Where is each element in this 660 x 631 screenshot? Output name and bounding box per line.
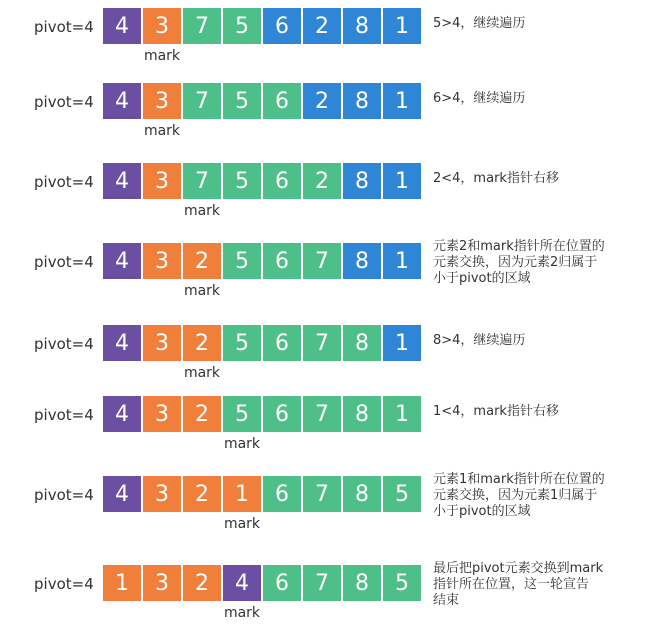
step-note: 5>4，继续遍历: [433, 16, 526, 31]
pivot-label: pivot=4: [34, 93, 94, 111]
array-cell: 5: [223, 325, 261, 361]
array-cell: 6: [263, 83, 301, 119]
step-note: 最后把pivot元素交换到mark 指针所在位置，这一轮宣告 结束: [433, 561, 604, 608]
array-cell: 5: [383, 476, 421, 512]
array-cell: 8: [343, 83, 381, 119]
pivot-label: pivot=4: [34, 335, 94, 353]
array-cell: 6: [263, 396, 301, 432]
array-cell: 7: [183, 8, 221, 44]
array-cell: 3: [143, 565, 181, 601]
step-note: 1<4，mark指针右移: [433, 404, 559, 419]
array-cell: 1: [383, 8, 421, 44]
array-cell: 8: [343, 325, 381, 361]
pivot-label: pivot=4: [34, 575, 94, 593]
mark-pointer-label: mark: [223, 516, 261, 532]
array-cell: 6: [263, 325, 301, 361]
pivot-label: pivot=4: [34, 18, 94, 36]
array-cell: 6: [263, 565, 301, 601]
pivot-label: pivot=4: [34, 253, 94, 271]
array-cell: 1: [103, 565, 141, 601]
array-cell: 5: [223, 8, 261, 44]
mark-pointer-label: mark: [223, 436, 261, 452]
array-cell: 1: [223, 476, 261, 512]
array-cell: 7: [303, 396, 341, 432]
step-note: 8>4，继续遍历: [433, 333, 526, 348]
array-cell: 4: [103, 243, 141, 279]
array-cell: 5: [223, 243, 261, 279]
array-cell: 5: [223, 83, 261, 119]
step-note: 6>4，继续遍历: [433, 91, 526, 106]
array-cell: 8: [343, 243, 381, 279]
array-cell: 7: [303, 565, 341, 601]
array-cell: 4: [103, 396, 141, 432]
array-cell: 4: [103, 8, 141, 44]
array-cell: 4: [103, 163, 141, 199]
array-cell: 7: [183, 163, 221, 199]
array-cell: 3: [143, 83, 181, 119]
array-cells: [103, 83, 423, 119]
mark-pointer-label: mark: [183, 203, 221, 219]
array-cell: 5: [383, 565, 421, 601]
mark-pointer-label: mark: [183, 283, 221, 299]
array-cell: 7: [303, 325, 341, 361]
pivot-label: pivot=4: [34, 173, 94, 191]
array-cells: [103, 396, 423, 432]
array-cells: [103, 476, 423, 512]
array-cell: 2: [183, 476, 221, 512]
array-cell: 6: [263, 163, 301, 199]
array-cells: [103, 8, 423, 44]
array-cell: 2: [303, 8, 341, 44]
array-cell: 8: [343, 396, 381, 432]
array-cell: 1: [383, 83, 421, 119]
step-note: 2<4，mark指针右移: [433, 171, 559, 186]
array-cell: 5: [223, 396, 261, 432]
array-cell: 1: [383, 163, 421, 199]
array-cell: 1: [383, 396, 421, 432]
array-cell: 2: [183, 565, 221, 601]
array-cell: 8: [343, 8, 381, 44]
array-cell: 5: [223, 163, 261, 199]
array-cell: 6: [263, 8, 301, 44]
array-cell: 2: [303, 83, 341, 119]
array-cell: 4: [223, 565, 261, 601]
array-cell: 1: [383, 243, 421, 279]
array-cell: 8: [343, 476, 381, 512]
array-cells: [103, 163, 423, 199]
array-cells: [103, 325, 423, 361]
array-cell: 4: [103, 325, 141, 361]
array-cell: 1: [383, 325, 421, 361]
array-cell: 3: [143, 163, 181, 199]
array-cells: [103, 565, 423, 601]
step-note: 元素2和mark指针所在位置的 元素交换，因为元素2归属于 小于pivot的区域: [433, 239, 605, 286]
array-cell: 3: [143, 396, 181, 432]
array-cell: 7: [183, 83, 221, 119]
array-cell: 4: [103, 83, 141, 119]
array-cell: 8: [343, 565, 381, 601]
array-cell: 2: [303, 163, 341, 199]
array-cell: 8: [343, 163, 381, 199]
array-cell: 3: [143, 476, 181, 512]
array-cell: 6: [263, 476, 301, 512]
array-cell: 7: [303, 243, 341, 279]
array-cell: 4: [103, 476, 141, 512]
array-cell: 3: [143, 8, 181, 44]
mark-pointer-label: mark: [223, 605, 261, 621]
array-cell: 3: [143, 325, 181, 361]
array-cell: 2: [183, 243, 221, 279]
mark-pointer-label: mark: [143, 48, 181, 64]
array-cell: 2: [183, 325, 221, 361]
step-note: 元素1和mark指针所在位置的 元素交换，因为元素1归属于 小于pivot的区域: [433, 472, 605, 519]
array-cells: [103, 243, 423, 279]
mark-pointer-label: mark: [143, 123, 181, 139]
array-cell: 3: [143, 243, 181, 279]
pivot-label: pivot=4: [34, 486, 94, 504]
mark-pointer-label: mark: [183, 365, 221, 381]
pivot-label: pivot=4: [34, 406, 94, 424]
array-cell: 2: [183, 396, 221, 432]
array-cell: 6: [263, 243, 301, 279]
array-cell: 7: [303, 476, 341, 512]
